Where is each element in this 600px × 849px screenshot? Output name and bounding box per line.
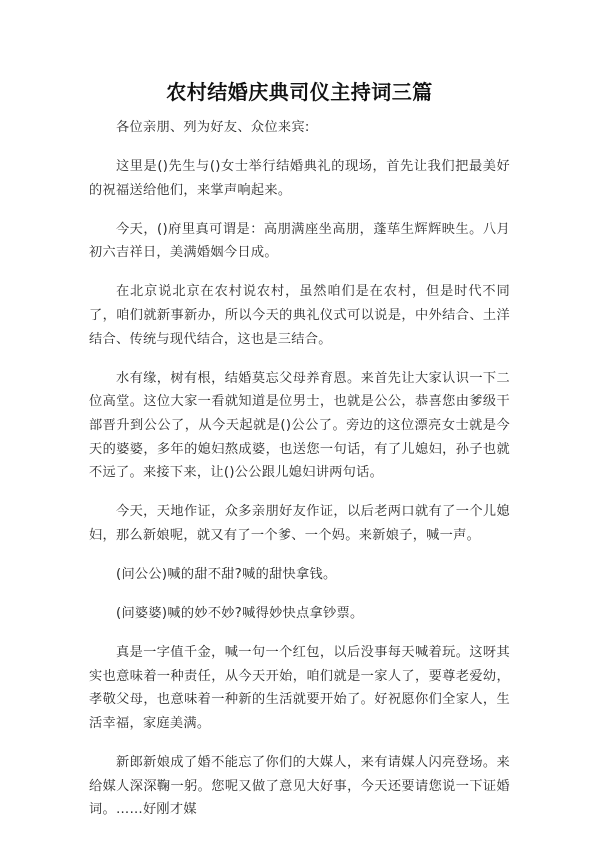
paragraph: 新郎新娘成了婚不能忘了你们的大媒人，来有请媒人闪亮登场。来给媒人深深鞠一躬。您呢又做了意见大好事，今天还要请您说一下证婚词。……好刚才媒 (89, 754, 510, 818)
paragraph: 真是一字值千金，喊一句一个红包，以后没事每天喊着玩。这呀其实也意味着一种责任，从今天开始，咱们就是一家人了，要尊老爱幼，孝敬父母，也意味着一种新的生活就要开始了。好祝愿你们全家人，生活幸福，家庭美满。 (89, 645, 510, 731)
paragraph: 今天，()府里真可谓是：高朋满座坐高朋，蓬荜生辉辉映生。八月初六吉祥日，美满婚姻今日成。 (89, 221, 510, 261)
paragraph: 这里是()先生与()女士举行结婚典礼的现场，首先让我们把最美好的祝福送给他们，来掌声响起来。 (89, 159, 510, 198)
document-title: 农村结婚庆典司仪主持词三篇 (166, 80, 433, 104)
paragraph: (问公公)喊的甜不甜?喊的甜快拿钱。 (116, 566, 337, 582)
paragraph: 在北京说北京在农村说农村，虽然咱们是在农村，但是时代不同了，咱们就新事新办，所以今天的典礼仪式可以说是，中外结合、土洋结合、传统与现代结合，这也是三结合。 (89, 284, 510, 347)
document-page (89, 78, 510, 837)
paragraph-greeting: 各位亲朋、列为好友、众位来宾: (116, 120, 310, 135)
paragraph: (问婆婆)喊的妙不妙?喊得妙快点拿钞票。 (116, 606, 364, 621)
paragraph: 水有缘，树有根，结婚莫忘父母养育恩。来首先让大家认识一下二位高堂。这位大家一看就知道是位男士，也就是公公，恭喜您由爹级干部晋升到公公了，从今天起就是()公公了。旁边的这位漂亮女士就是今天的婆婆，多年的媳妇熬成婆，也送您一句话，有了儿媳妇，孙子也就不远了。来接下来，让()公公跟儿媳妇讲两句话。 (89, 370, 510, 481)
paragraph: 今天，天地作证，众多亲朋好友作证，以后老两口就有了一个儿媳妇，那么新娘呢，就又有了一个爹、一个妈。来新娘子，喊一声。 (89, 504, 510, 543)
